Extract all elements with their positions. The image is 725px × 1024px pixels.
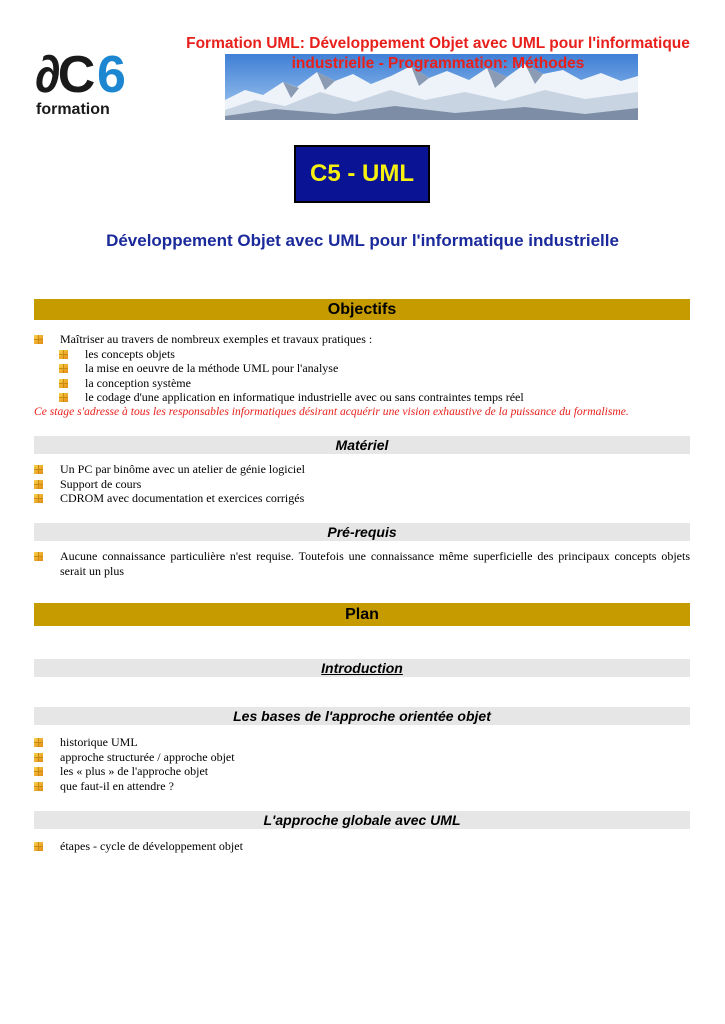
bullet-icon xyxy=(34,335,43,344)
svg-text:6: 6 xyxy=(97,48,126,104)
list-item: historique UML xyxy=(34,735,690,750)
list-item: la mise en oeuvre de la méthode UML pour l'analyse xyxy=(34,361,690,376)
plan-heading-text: Plan xyxy=(345,605,379,623)
bullet-icon xyxy=(34,494,43,503)
globale-list xyxy=(34,839,690,854)
section-heading-approche-globale xyxy=(34,811,690,829)
materiel-list xyxy=(34,462,690,506)
bullet-icon xyxy=(34,738,43,747)
course-code-box xyxy=(294,145,430,203)
header-title-line1: Formation UML: Développement Objet avec UML pour l'informatique xyxy=(186,35,690,52)
list-item: Maîtriser au travers de nombreux exemples et travaux pratiques : xyxy=(34,332,690,347)
list-item: les concepts objets xyxy=(34,347,690,362)
objectifs-list xyxy=(34,332,690,405)
course-code: C5 - UML xyxy=(310,160,414,187)
bullet-icon xyxy=(34,842,43,851)
section-heading-objectifs xyxy=(34,299,690,320)
svg-text:∂C: ∂C xyxy=(35,48,93,104)
bases-list xyxy=(34,735,690,793)
introduction-heading-text: Introduction xyxy=(321,660,403,676)
section-heading-plan xyxy=(34,603,690,626)
list-item: étapes - cycle de développement objet xyxy=(34,839,690,854)
prerequis-heading-text: Pré-requis xyxy=(327,524,397,540)
list-item: la conception système xyxy=(34,376,690,391)
header-title xyxy=(160,34,716,74)
bullet-icon xyxy=(34,552,43,561)
list-item: approche structurée / approche objet xyxy=(34,750,690,765)
list-item: Un PC par binôme avec un atelier de génie logiciel xyxy=(34,462,690,477)
header-title-line2: industrielle - Programmation: Méthodes xyxy=(291,55,585,72)
bullet-icon xyxy=(34,753,43,762)
prerequis-list xyxy=(34,549,690,578)
svg-text:formation: formation xyxy=(36,101,110,118)
materiel-heading-text: Matériel xyxy=(335,437,389,453)
list-item: Support de cours xyxy=(34,477,690,492)
list-item: que faut-il en attendre ? xyxy=(34,779,690,794)
list-item: le codage d'une application en informatique industrielle avec ou sans contraintes temps réel xyxy=(34,390,690,405)
bullet-icon xyxy=(34,782,43,791)
bullet-icon xyxy=(34,767,43,776)
bullet-icon xyxy=(34,480,43,489)
ac6-logo xyxy=(35,48,135,120)
bullet-icon xyxy=(59,379,68,388)
bases-heading-text: Les bases de l'approche orientée objet xyxy=(233,708,491,724)
objectifs-heading-text: Objectifs xyxy=(327,300,397,318)
section-heading-bases xyxy=(34,707,690,725)
audience-note: Ce stage s'adresse à tous les responsables informatiques désirant acquérir une vision exhaustive de la puissance du formalisme. xyxy=(34,405,629,418)
section-heading-prerequis xyxy=(34,523,690,541)
course-subtitle: Développement Objet avec UML pour l'informatique industrielle xyxy=(106,231,619,250)
list-item: Aucune connaissance particulière n'est requise. Toutefois une connaissance même superficielle des principaux concepts objets serait un plus xyxy=(34,549,690,578)
bullet-icon xyxy=(59,364,68,373)
bullet-icon xyxy=(34,465,43,474)
bullet-icon xyxy=(59,393,68,402)
section-heading-introduction xyxy=(34,659,690,677)
bullet-icon xyxy=(59,350,68,359)
list-item: CDROM avec documentation et exercices corrigés xyxy=(34,491,690,506)
list-item: les « plus » de l'approche objet xyxy=(34,764,690,779)
globale-heading-text: L'approche globale avec UML xyxy=(263,812,461,828)
section-heading-materiel xyxy=(34,436,690,454)
